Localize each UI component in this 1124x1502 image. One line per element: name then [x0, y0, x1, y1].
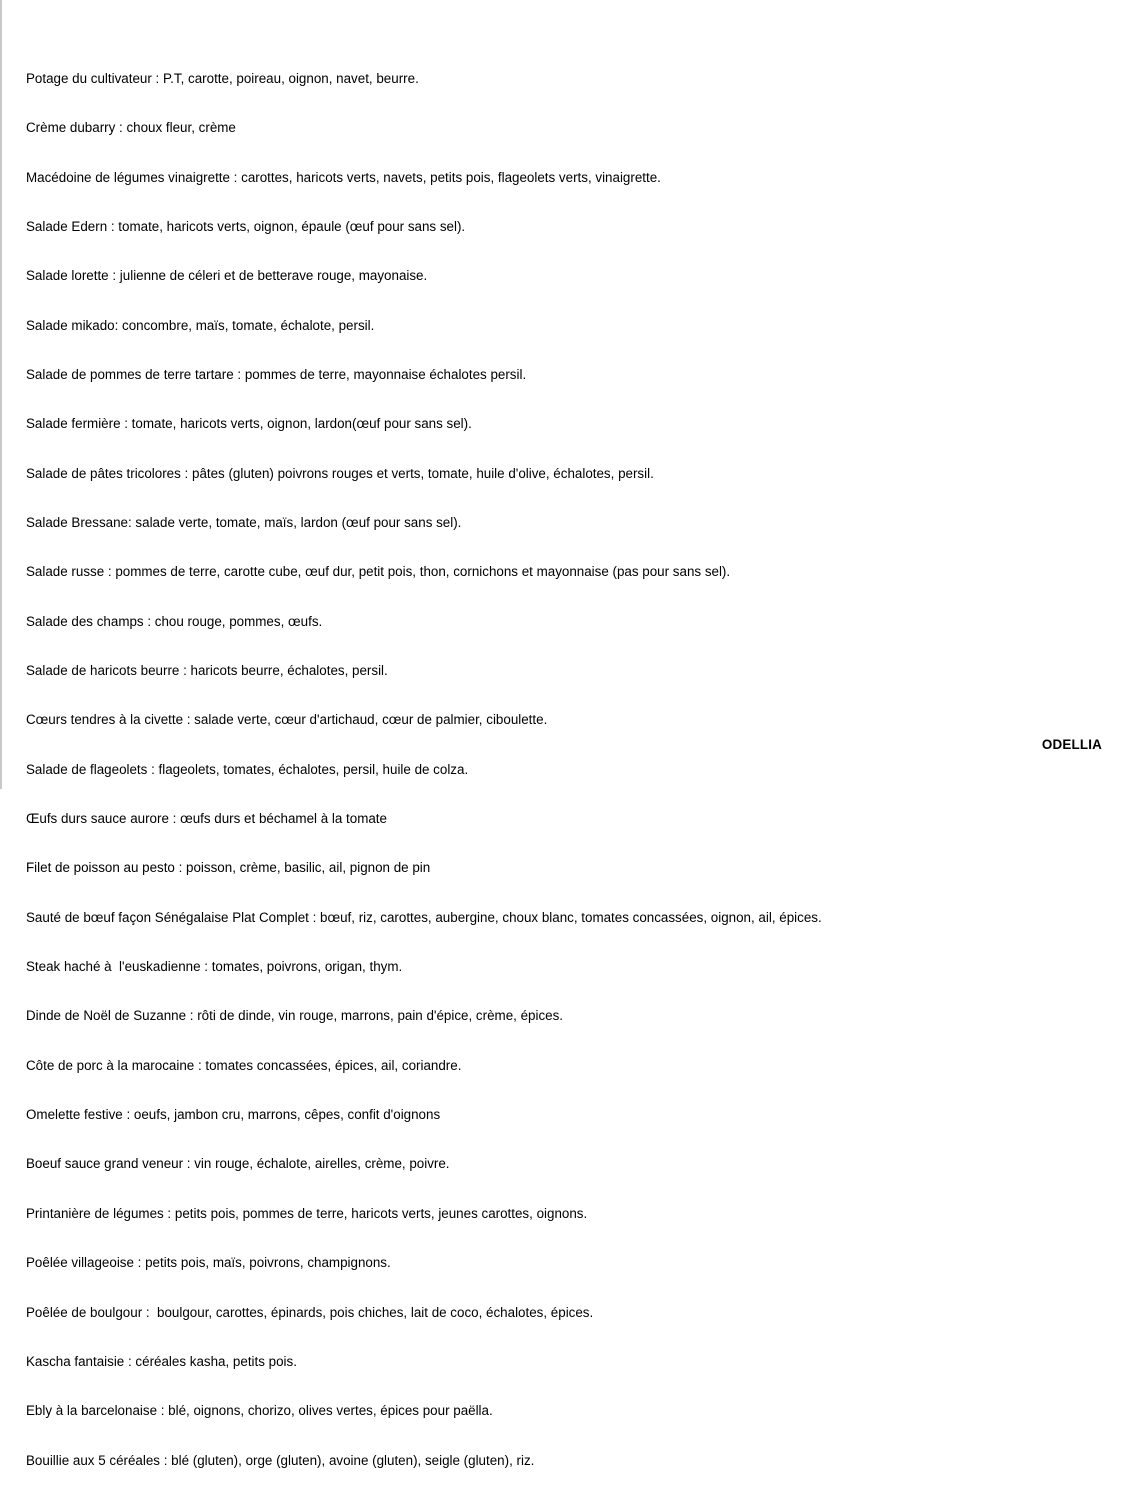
list-item: Salade russe : pommes de terre, carotte cube, œuf dur, petit pois, thon, cornichons et mayonnaise (pas pour sans sel). [26, 564, 731, 580]
list-item: Côte de porc à la marocaine : tomates concassées, épices, ail, coriandre. [26, 1057, 462, 1073]
list-item: Omelette festive : oeufs, jambon cru, marrons, cêpes, confit d'oignons [26, 1107, 441, 1123]
list-item: Salade des champs : chou rouge, pommes, œufs. [26, 613, 323, 629]
list-item: Salade de haricots beurre : haricots beurre, échalotes, persil. [26, 663, 388, 679]
list-item: Bouillie aux 5 céréales : blé (gluten), orge (gluten), avoine (gluten), seigle (gluten), riz. [26, 1452, 535, 1468]
list-item: Salade de pommes de terre tartare : pommes de terre, mayonnaise échalotes persil. [26, 366, 527, 382]
list-item: Salade de flageolets : flageolets, tomates, échalotes, persil, huile de colza. [26, 761, 469, 777]
list-item: Salade fermière : tomate, haricots verts, oignon, lardon(œuf pour sans sel). [26, 416, 472, 432]
list-item: Salade Edern : tomate, haricots verts, oignon, épaule (œuf pour sans sel). [26, 218, 466, 234]
list-item: Cœurs tendres à la civette : salade verte, cœur d'artichaud, cœur de palmier, ciboulette. [26, 712, 548, 728]
list-item: Salade mikado: concombre, maïs, tomate, échalote, persil. [26, 317, 375, 333]
list-item: Boeuf sauce grand veneur : vin rouge, échalote, airelles, crème, poivre. [26, 1156, 450, 1172]
list-item: Sauté de bœuf façon Sénégalaise Plat Complet : bœuf, riz, carottes, aubergine, choux blanc, tomates concassées, oignon, ail, épices. [26, 909, 822, 925]
list-item: Salade lorette : julienne de céleri et de betterave rouge, mayonaise. [26, 268, 428, 284]
list-item: Salade Bressane: salade verte, tomate, maïs, lardon (œuf pour sans sel). [26, 515, 462, 530]
list-item: Printanière de légumes : petits pois, pommes de terre, haricots verts, jeunes carottes, oignons. [26, 1205, 588, 1221]
dish-list [26, 38, 822, 1502]
list-item: Œufs durs sauce aurore : œufs durs et béchamel à la tomate [26, 811, 387, 827]
list-item: Dinde de Noël de Suzanne : rôti de dinde, vin rouge, marrons, pain d'épice, crème, épices. [26, 1008, 564, 1024]
list-item: Poêlée villageoise : petits pois, maïs, poivrons, champignons. [26, 1255, 391, 1271]
list-item: Salade de pâtes tricolores : pâtes (gluten) poivrons rouges et verts, tomate, huile d'olive, échalotes, persil. [26, 465, 654, 481]
list-item: Filet de poisson au pesto : poisson, crème, basilic, ail, pignon de pin [26, 860, 431, 876]
brand-name: ODELLIA [1041, 737, 1102, 752]
list-item: Steak haché à l'euskadienne : tomates, poivrons, origan, thym. [26, 959, 403, 975]
list-item: Ebly à la barcelonaise : blé, oignons, chorizo, olives vertes, épices pour paëlla. [26, 1403, 493, 1419]
list-item: Kascha fantaisie : céréales kasha, petits pois. [26, 1353, 297, 1369]
list-item: Crème dubarry : choux fleur, crème [26, 120, 236, 136]
list-item: Macédoine de légumes vinaigrette : carottes, haricots verts, navets, petits pois, flageolets verts, vinaigrette. [26, 169, 661, 185]
list-item: Potage du cultivateur : P.T, carotte, poireau, oignon, navet, beurre. [26, 70, 419, 86]
list-item: Poêlée de boulgour : boulgour, carottes, épinards, pois chiches, lait de coco, échalotes, épices. [26, 1304, 594, 1320]
